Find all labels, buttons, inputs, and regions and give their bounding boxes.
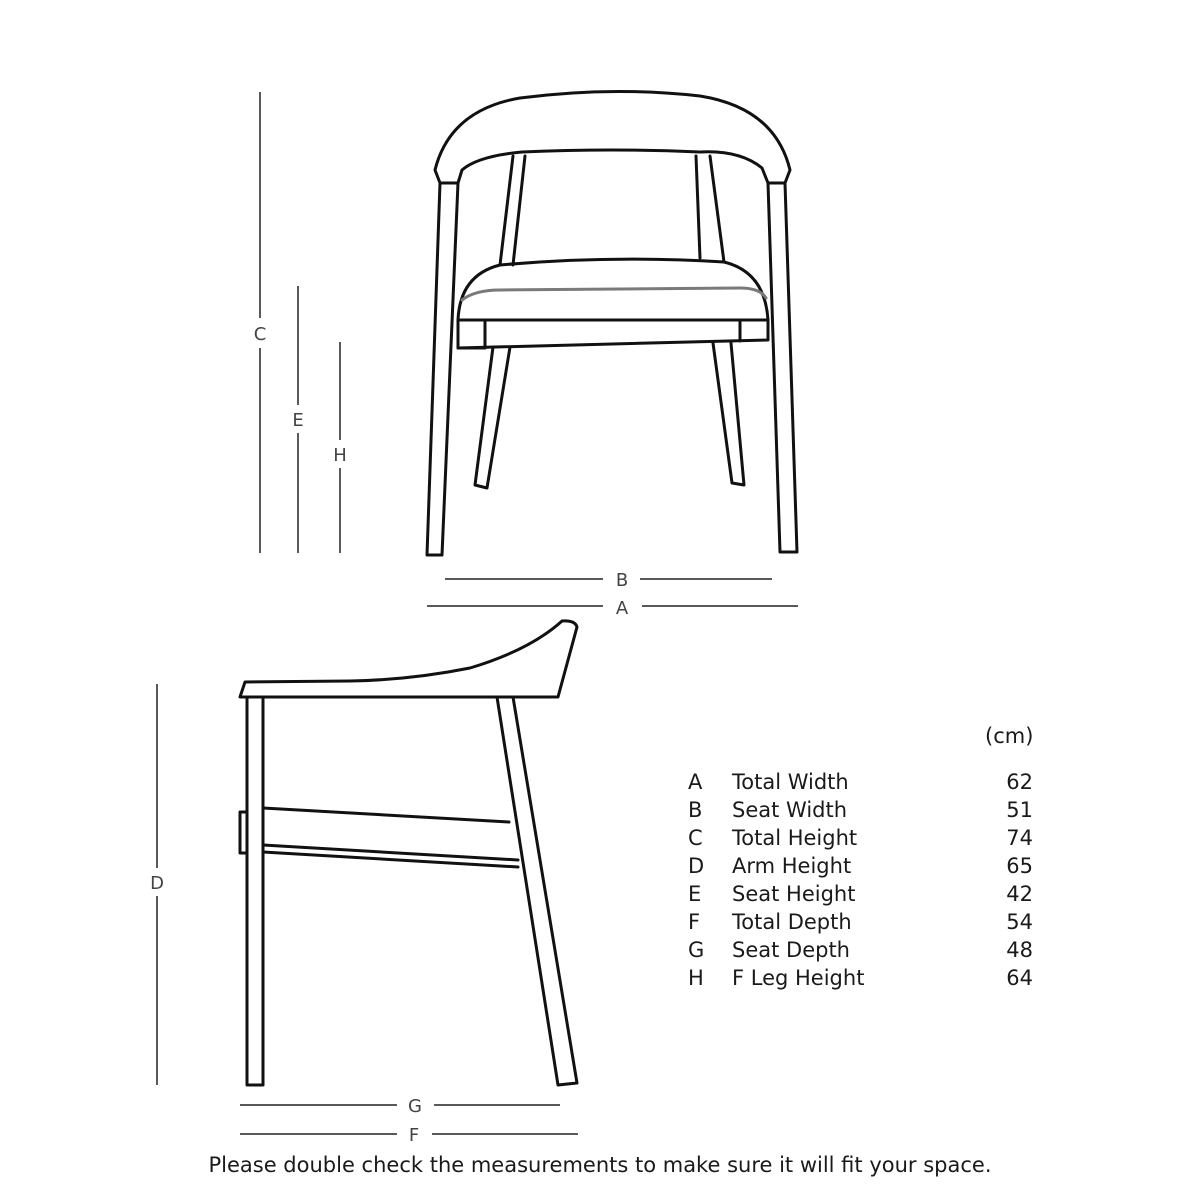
dim-label-d: D — [150, 873, 164, 894]
spec-row — [688, 880, 1048, 908]
chair-front-view — [427, 91, 797, 555]
spec-key: A — [688, 770, 703, 794]
spec-value: 62 — [1006, 770, 1033, 794]
chair-side-view — [240, 621, 577, 1085]
spec-key: D — [688, 854, 705, 878]
dim-label-a: A — [615, 598, 629, 619]
dim-label-c: C — [253, 324, 267, 345]
spec-name: Total Depth — [732, 910, 852, 934]
unit-label: (cm) — [985, 724, 1034, 748]
spec-name: Total Height — [732, 826, 858, 850]
spec-value: 48 — [1006, 938, 1033, 962]
spec-row — [688, 852, 1048, 880]
spec-row — [688, 936, 1048, 964]
spec-name: Seat Height — [732, 882, 856, 906]
spec-key: C — [688, 826, 703, 850]
spec-row — [688, 824, 1048, 852]
spec-key: F — [688, 910, 701, 934]
spec-row — [688, 796, 1048, 824]
spec-value: 51 — [1006, 798, 1033, 822]
front-dimension-lines — [260, 92, 798, 606]
dim-label-e: E — [292, 410, 304, 431]
spec-value: 64 — [1006, 966, 1033, 990]
spec-row — [688, 964, 1048, 992]
spec-value: 42 — [1006, 882, 1033, 906]
spec-value: 74 — [1006, 826, 1033, 850]
spec-key: H — [688, 966, 704, 990]
spec-row — [688, 768, 1048, 796]
dim-label-b: B — [615, 570, 629, 591]
spec-name: Arm Height — [732, 854, 852, 878]
spec-name: Total Width — [732, 770, 849, 794]
spec-key: E — [688, 882, 702, 906]
spec-value: 54 — [1006, 910, 1033, 934]
spec-key: B — [688, 798, 703, 822]
spec-name: Seat Width — [732, 798, 848, 822]
side-dimension-lines — [157, 684, 578, 1134]
dimension-spec-table — [688, 768, 1048, 992]
spec-name: F Leg Height — [732, 966, 865, 990]
spec-value: 65 — [1006, 854, 1033, 878]
dim-label-f: F — [408, 1125, 420, 1146]
spec-name: Seat Depth — [732, 938, 850, 962]
footer-note: Please double check the measurements to make sure it will fit your space. — [208, 1153, 992, 1177]
dim-label-g: G — [408, 1096, 422, 1117]
dim-label-h: H — [333, 445, 347, 466]
spec-row — [688, 908, 1048, 936]
spec-key: G — [688, 938, 705, 962]
